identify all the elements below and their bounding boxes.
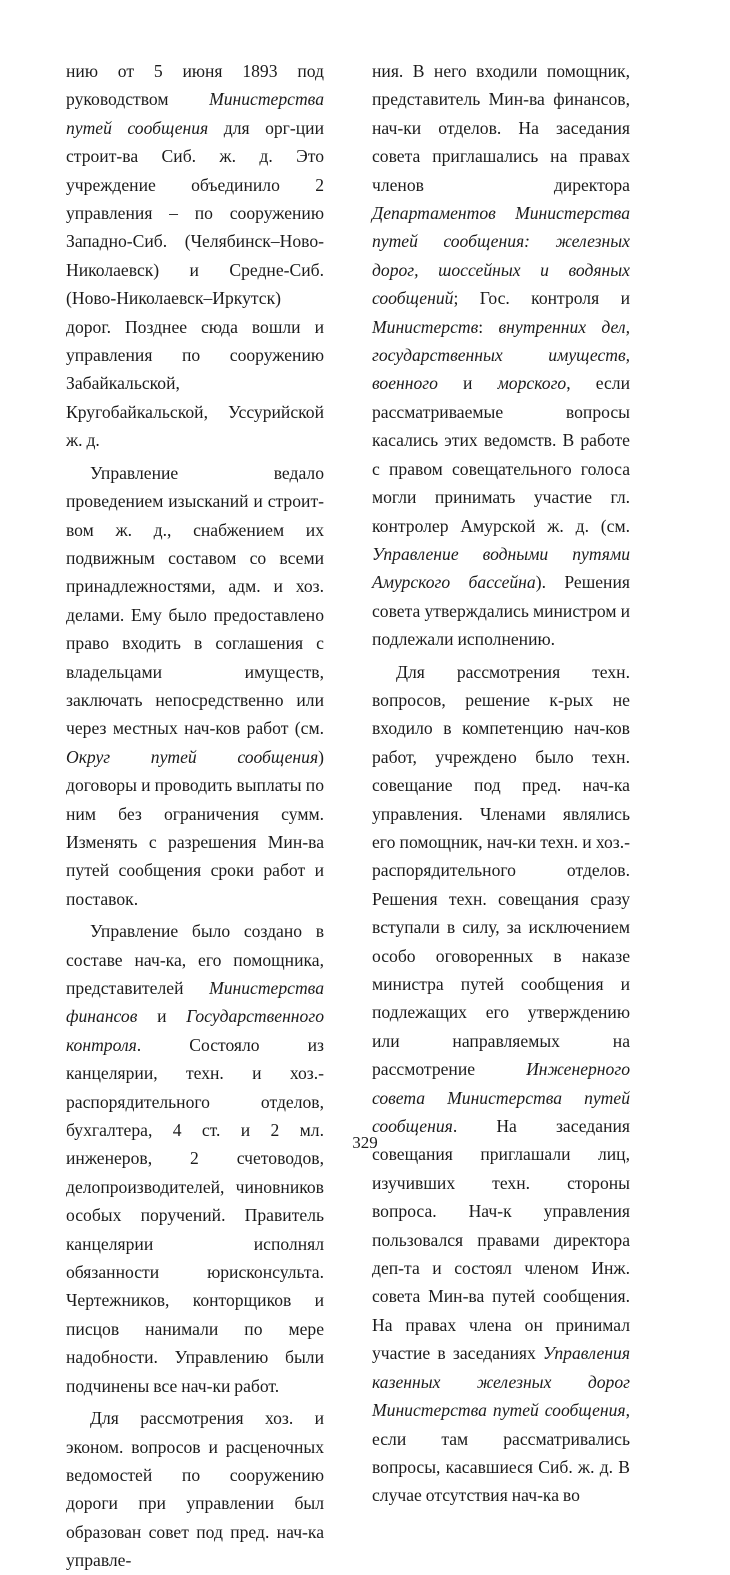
paragraph — [66, 917, 324, 1400]
text-run: . Состояло из канцелярии, техн. и хоз.-распорядительного отделов, бухгалтера, 4 ст. и 2 мл. инженеров, 2 счетоводов, делопроизводителей, чиновников особых поручений. Правитель канцелярии исполнял обязанности юрисконсульта. Чертежников, конторщиков и писцов нанимали по мере надобности. Управлению были подчинены все нач-ки работ. — [66, 1034, 324, 1396]
page-number: 329 — [352, 1133, 378, 1152]
italic-reference: Инженерного совета Министерства путей сообщения — [372, 1059, 630, 1137]
text-run: и — [437, 373, 498, 394]
italic-reference: Департаментов Министерства путей сообщения: железных дорог, шоссейных и водяных сообщений — [372, 203, 630, 309]
italic-reference: Министерств — [372, 316, 479, 337]
text-run: нию от 5 июня 1893 под руководством — [66, 61, 324, 110]
text-run: Для рассмотрения техн. вопросов, решение к-рых не входило в компетенцию нач-ков работ, учреждено было техн. совещание под пред. нач-ка управления. Членами являлись его помощник, нач-ки техн. и хоз.-распорядительного отделов. Решения техн. совещания сразу вступали в силу, за исключением особо оговоренных в наказе министра путей сообщения и подлежащих его утверждению или направляемых на рассмотрение — [372, 661, 630, 1080]
paragraph — [66, 1404, 324, 1574]
text-run: , если там рассматривались вопросы, касавшиеся Сиб. ж. д. В случае отсутствия нач-ка во — [372, 1400, 630, 1506]
text-run: ). Решения совета утверждались министром и подлежали исполнению. — [372, 572, 630, 650]
italic-reference: Управление водными путями Амурского бассейна — [372, 543, 630, 593]
italic-reference: Министерства финансов — [66, 978, 324, 1027]
right-column — [372, 57, 630, 1510]
paragraph — [372, 57, 630, 654]
text-run: для орг-ции строит-ва Сиб. ж. д. Это учреждение объединило 2 управления – по сооружению Западно-Сиб. (Челябинск–Ново-Николаевск) и Средне-Сиб. (Ново-Николаевск–Иркутск) дорог. Позднее сюда вошли и управления по сооружению Забайкальской, Кругобайкальской, Уссурийской ж. д. — [66, 117, 324, 451]
text-run: ; Гос. контроля и — [453, 288, 630, 309]
text-run: ) договоры и проводить выплаты по ним без ограничения сумм. Изменять с разрешения Мин-ва путей сообщения сроки работ и поставок. — [66, 746, 324, 909]
left-column — [66, 57, 324, 1575]
text-run: Управление ведало проведением изысканий и строит-вом ж. д., снабжением их подвижным составом со всеми принадлежностями, адм. и хоз. делами. Ему было предоставлено право входить в соглашения с владельцами имуществ, заключать непосредственно или через местных нач-ков работ (см. — [66, 462, 324, 739]
text-run: и — [137, 1006, 187, 1027]
italic-reference: Управления казенных железных дорог Министерства путей сообщения — [372, 1343, 630, 1421]
italic-reference: Министерства путей сообщения — [66, 89, 324, 138]
paragraph — [66, 459, 324, 914]
italic-reference: Государственного контроля — [66, 1006, 324, 1055]
text-run: . На заседания совещания приглашали лиц, изучивших техн. стороны вопроса. Нач-к управления пользовался правами директора деп-та и состоял членом Инж. совета Мин-ва путей сообщения. На правах члена он принимал участие в заседаниях — [372, 1116, 630, 1364]
text-run: , если рассматриваемые вопросы касались этих ведомств. В работе с правом совещательного голоса могли принимать участие гл. контролер Амурской ж. д. (см. — [372, 373, 630, 536]
italic-reference: Округ путей сообщения — [66, 746, 319, 767]
text-run: Управление было создано в составе нач-ка, его помощника, представителей — [66, 921, 324, 998]
text-run: ния. В него входили помощник, представитель Мин-ва финансов, нач-ки отделов. На заседания совета приглашались на правах членов директора — [372, 61, 630, 195]
text-run: : — [478, 316, 499, 337]
italic-reference: внутренних дел, государственных имуществ, военного — [372, 316, 630, 394]
italic-reference: морского — [497, 373, 567, 394]
paragraph — [372, 658, 630, 1510]
paragraph — [66, 57, 324, 455]
text-run: Для рассмотрения хоз. и эконом. вопросов и расценочных ведомостей по сооружению дороги при управлении был образован совет под пред. нач-ка управле- — [66, 1408, 324, 1571]
